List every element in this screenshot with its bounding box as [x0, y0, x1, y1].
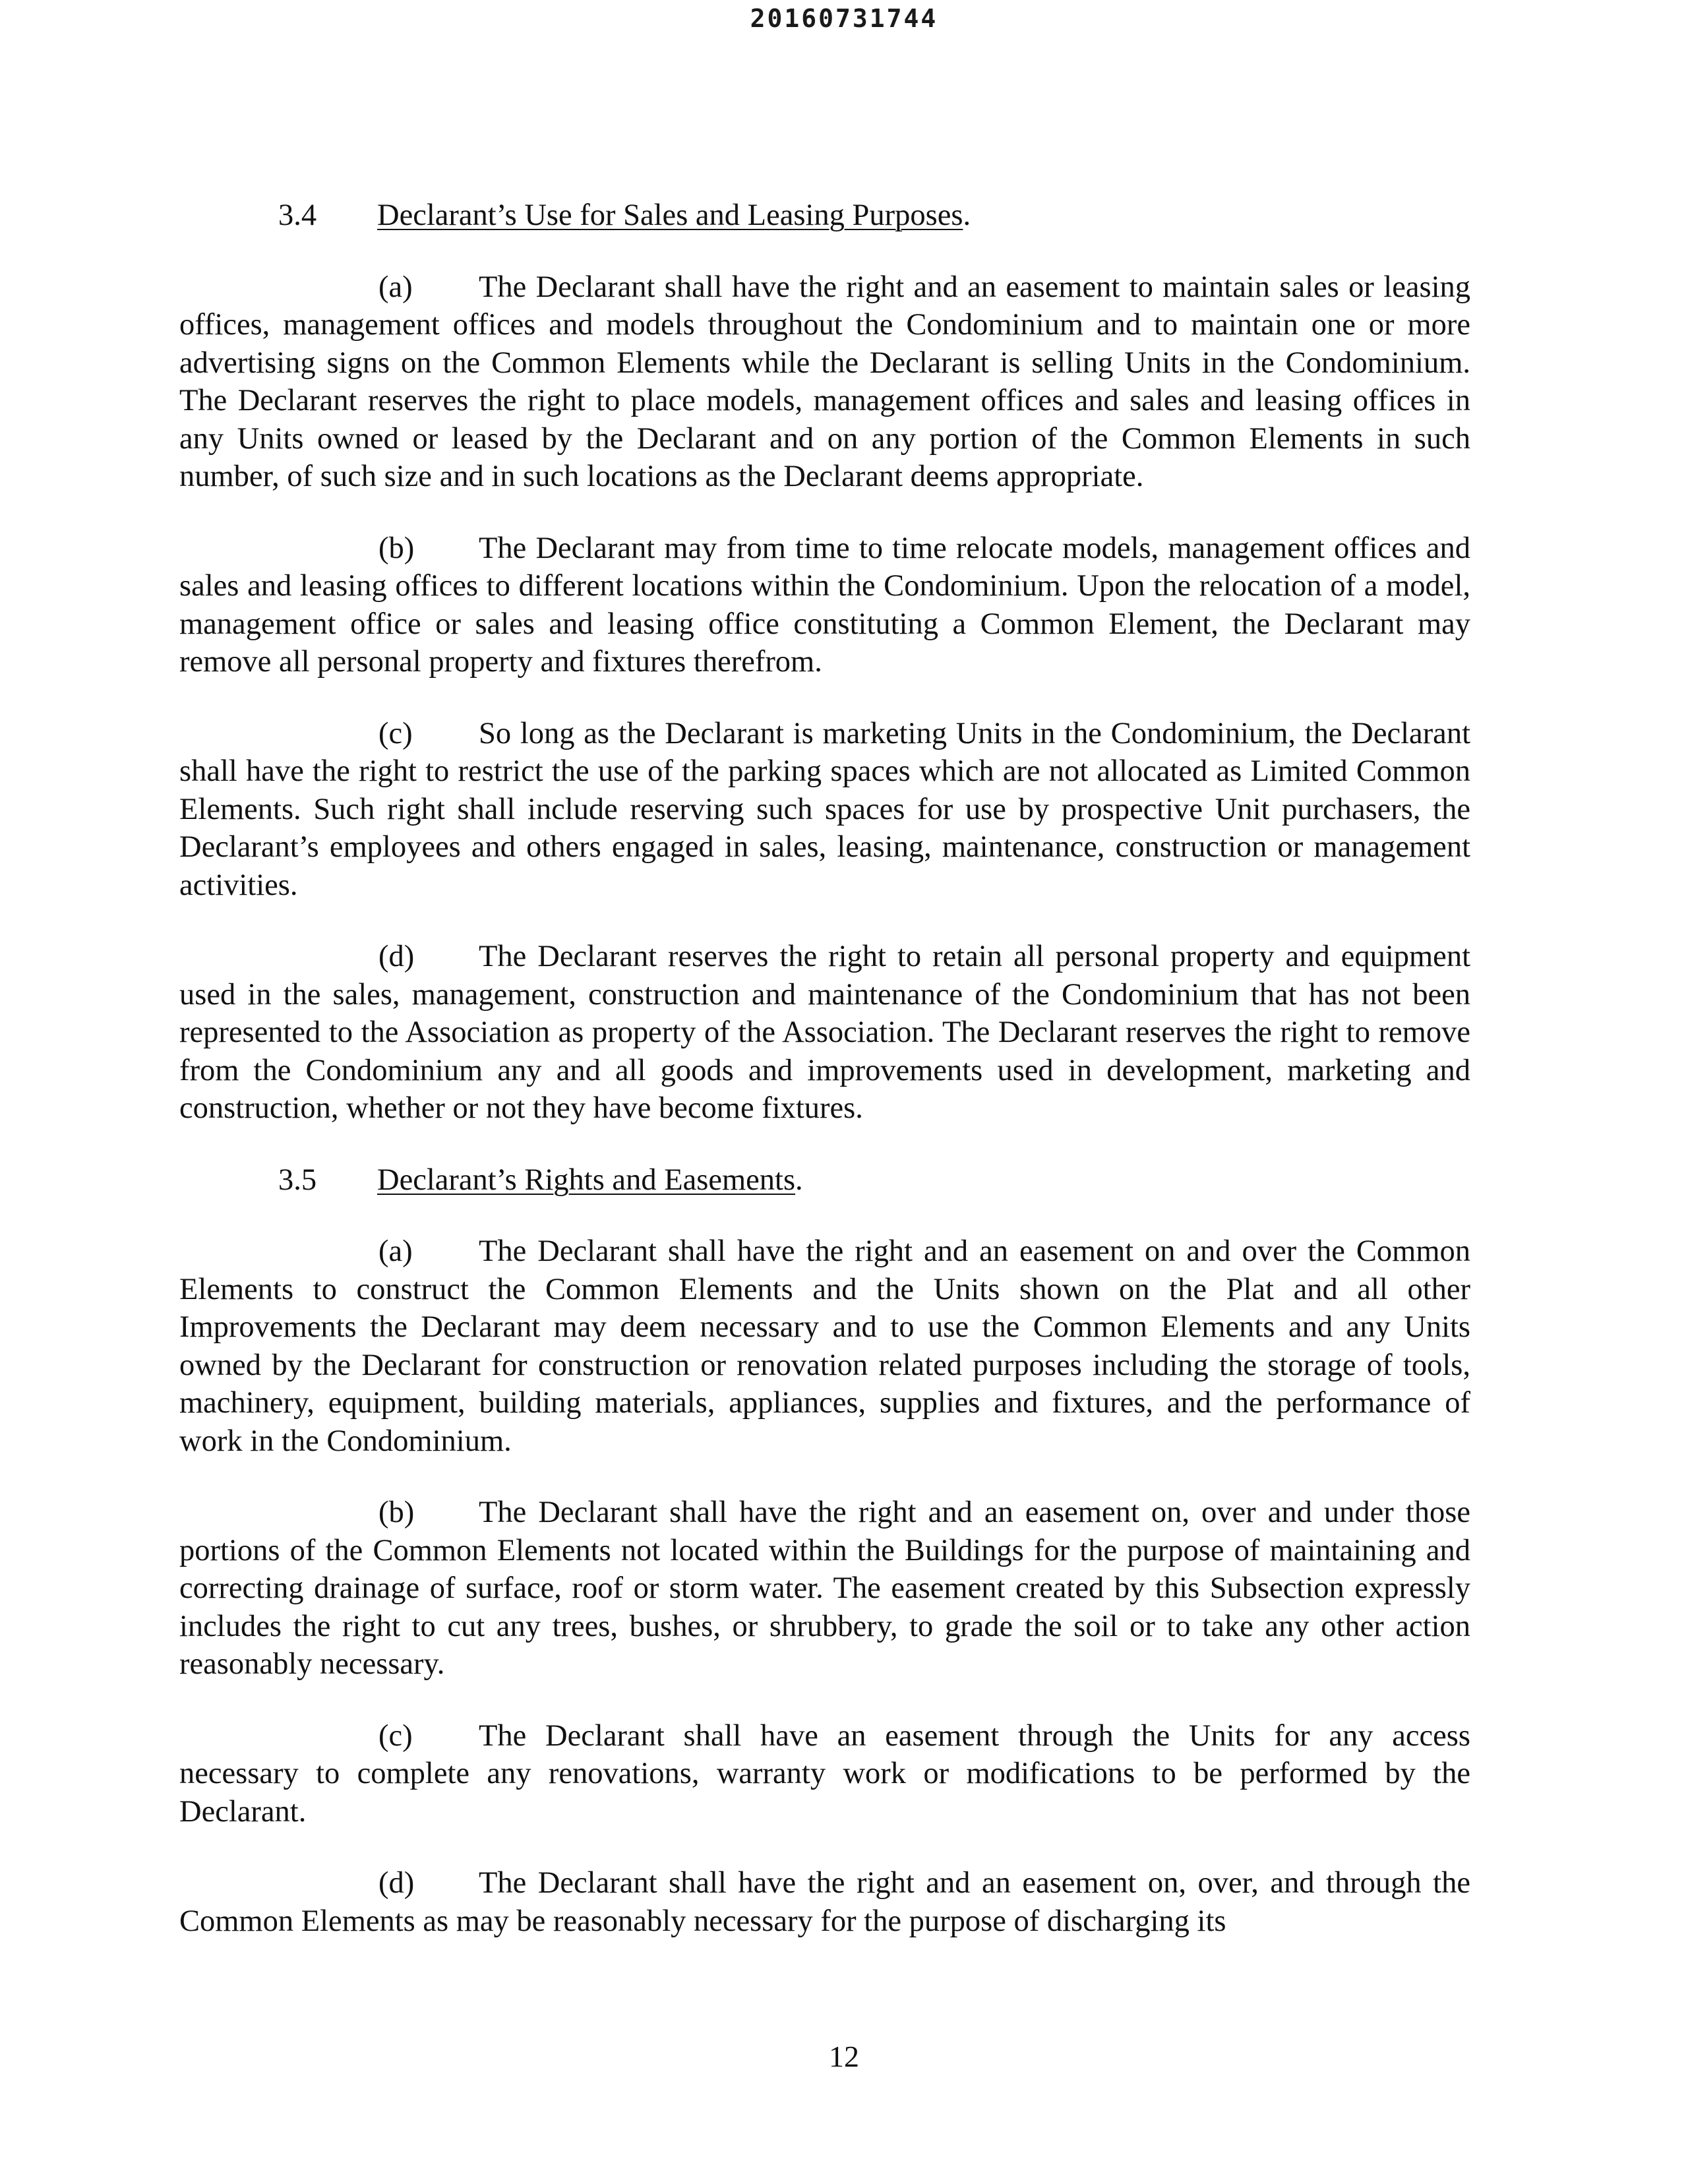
paragraph-3-5-d — [179, 1864, 1470, 1940]
paragraph-label: (c) — [378, 716, 413, 750]
document-number: 20160731744 — [750, 4, 938, 33]
paragraph-text: The Declarant reserves the right to retain all personal property and equipment used in the sales, management, construction and maintenance of the Condominium that has not been represented to the Association as property of the Association. The Declarant reserves the right to remove from the Condominium any and all goods and improvements used in development, marketing and construction, whether or not they have become fixtures. — [179, 940, 1470, 1125]
paragraph-label: (d) — [378, 940, 415, 973]
paragraph-label: (d) — [378, 1866, 415, 1900]
paragraph-label: (b) — [378, 1496, 415, 1529]
paragraph-text: The Declarant shall have the right and an easement to maintain sales or leasing offices, management offices and models throughout the Condominium and to maintain one or more advertising signs on the Common Elements while the Declarant is selling Units in the Condominium. The Declarant reserves the right to place models, management offices and sales and leasing offices in any Units owned or leased by the Declarant and on any portion of the Common Elements in such number, of such size and in such locations as the Declarant deems appropriate. — [179, 270, 1470, 493]
paragraph-label: (a) — [378, 270, 413, 304]
paragraph-text: So long as the Declarant is marketing Units in the Condominium, the Declarant shall have the right to restrict the use of the parking spaces which are not allocated as Limited Common Elements. Such right shall include reserving such spaces for use by prospective Unit purchasers, the Declarant’s employees and others engaged in sales, leasing, maintenance, construction or management activities. — [179, 716, 1470, 902]
section-heading-3-5: 3.5 Declarant’s Rights and Easements. — [179, 1161, 1470, 1199]
paragraph-3-4-b — [179, 530, 1470, 681]
section-title: Declarant’s Use for Sales and Leasing Purposes — [377, 198, 963, 232]
paragraph-label: (b) — [378, 531, 415, 565]
paragraph-text: The Declarant shall have the right and an easement on, over, and through the Common Elements as may be reasonably necessary for the purpose of discharging its — [179, 1866, 1470, 1938]
paragraph-text: The Declarant may from time to time relocate models, management offices and sales and leasing offices to different locations within the Condominium. Upon the relocation of a model, management office or sales and leasing office constituting a Common Element, the Declarant may remove all personal property and fixtures therefrom. — [179, 531, 1470, 679]
paragraph-3-5-a — [179, 1232, 1470, 1460]
paragraph-3-5-b — [179, 1494, 1470, 1684]
paragraph-3-5-c — [179, 1717, 1470, 1831]
paragraph-text: The Declarant shall have the right and an easement on and over the Common Elements to construct the Common Elements and the Units shown on the Plat and all other Improvements the Declarant may deem necessary and to use the Common Elements and any Units owned by the Declarant for construction or renovation related purposes including the storage of tools, machinery, equipment, building materials, appliances, supplies and fixtures, and the performance of work in the Condominium. — [179, 1234, 1470, 1458]
page-number: 12 — [829, 2040, 859, 2073]
paragraph-text: The Declarant shall have the right and an easement on, over and under those portions of the Common Elements not located within the Buildings for the purpose of maintaining and correcting drainage of surface, roof or storm water. The easement created by this Subsection expressly includes the right to cut any trees, bushes, or shrubbery, to grade the soil or to take any other action reasonably necessary. — [179, 1496, 1470, 1681]
section-number: 3.5 — [278, 1163, 317, 1197]
paragraph-3-4-c — [179, 715, 1470, 905]
paragraph-3-4-a — [179, 268, 1470, 496]
section-title: Declarant’s Rights and Easements — [377, 1163, 796, 1197]
paragraph-3-4-d — [179, 938, 1470, 1128]
section-heading-3-4: 3.4 Declarant’s Use for Sales and Leasing Purposes. — [179, 197, 1470, 235]
paragraph-label: (c) — [378, 1718, 413, 1753]
document-body — [179, 197, 1470, 1974]
paragraph-text: The Declarant shall have an easement through the Units for any access necessary to complete any renovations, warranty work or modifications to be performed by the Declarant. — [179, 1718, 1470, 1829]
section-number: 3.4 — [278, 198, 317, 232]
paragraph-label: (a) — [378, 1234, 413, 1268]
